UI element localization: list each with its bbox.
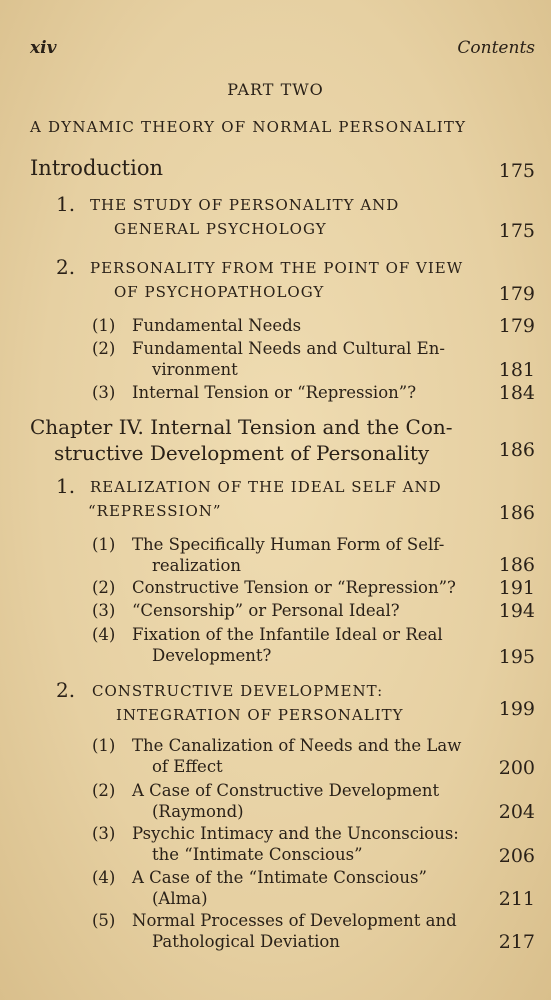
chapter-title-line2: structive Development of Personality	[54, 441, 430, 465]
item-number: (3)	[92, 601, 116, 620]
part-label: PART TWO	[227, 80, 324, 99]
item-title-line2: (Raymond)	[152, 802, 244, 821]
item-title: Internal Tension or “Repression”?	[132, 383, 417, 402]
toc-item	[30, 382, 535, 404]
toc-item	[30, 338, 535, 381]
item-number: (3)	[92, 824, 116, 843]
toc-item	[30, 867, 535, 910]
entry-page: 184	[498, 382, 535, 404]
section-number: 2.	[56, 255, 76, 279]
entry-page: 179	[498, 315, 535, 337]
toc-item	[30, 534, 535, 576]
entry-page: 195	[498, 646, 535, 668]
item-number: (4)	[92, 868, 116, 887]
toc-chapter-iv	[30, 414, 535, 470]
item-title-line2: vironment	[152, 360, 238, 379]
item-title-line2: (Alma)	[152, 889, 208, 908]
item-title: Fundamental Needs	[132, 316, 302, 335]
entry-page: 179	[498, 283, 535, 305]
page-label: xiv	[30, 38, 57, 58]
toc-section-1	[30, 192, 535, 242]
item-title-line1: Psychic Intimacy and the Unconscious:	[132, 824, 459, 843]
entry-title: Introduction	[30, 156, 163, 180]
toc-item	[30, 577, 535, 599]
toc-chapter-section-1	[30, 474, 535, 524]
toc-section-2	[30, 255, 535, 305]
item-title-line2: Development?	[152, 646, 272, 665]
section-title-line2: “REPRESSION”	[88, 502, 222, 520]
toc-item	[30, 600, 535, 622]
item-number: (2)	[92, 578, 116, 597]
toc-item	[30, 315, 535, 337]
entry-page: 181	[498, 359, 535, 381]
section-title-line2: INTEGRATION OF PERSONALITY	[116, 706, 404, 724]
chapter-title-line1: Chapter IV. Internal Tension and the Con-	[30, 415, 453, 439]
entry-page: 191	[498, 577, 535, 599]
item-title-line1: A Case of the “Intimate Conscious”	[132, 868, 427, 887]
item-title-line1: Fixation of the Infantile Ideal or Real	[132, 625, 443, 644]
item-title: “Censorship” or Personal Ideal?	[132, 601, 400, 620]
toc-item	[30, 780, 535, 823]
section-title-line1: REALIZATION OF THE IDEAL SELF AND	[90, 478, 442, 496]
item-title-line2: Pathological Deviation	[152, 932, 340, 951]
item-title-line1: Fundamental Needs and Cultural En-	[132, 339, 445, 358]
toc-item	[30, 910, 535, 953]
item-number: (5)	[92, 911, 116, 930]
entry-page: 200	[498, 757, 535, 779]
toc-item	[30, 823, 535, 867]
section-title-line1: PERSONALITY FROM THE POINT OF VIEW	[90, 259, 464, 277]
running-header	[30, 38, 535, 62]
entry-page: 175	[498, 160, 535, 182]
item-number: (3)	[92, 383, 116, 402]
entry-page: 211	[498, 888, 535, 910]
item-number: (4)	[92, 625, 116, 644]
section-number: 1.	[56, 192, 76, 216]
section-number: 1.	[56, 474, 76, 498]
item-title-line2: realization	[152, 556, 242, 575]
toc-item	[30, 624, 535, 668]
entry-page: 186	[498, 554, 535, 576]
item-number: (1)	[92, 736, 116, 755]
item-number: (2)	[92, 781, 116, 800]
section-title-line1: CONSTRUCTIVE DEVELOPMENT:	[92, 682, 384, 700]
section-number: 2.	[56, 678, 76, 702]
toc-chapter-section-2	[30, 678, 535, 724]
section-title-line1: THE STUDY OF PERSONALITY AND	[90, 196, 400, 214]
entry-page: 206	[498, 845, 535, 867]
entry-page: 217	[498, 931, 535, 953]
item-title-line1: Normal Processes of Development and	[132, 911, 457, 930]
section-title-line2: GENERAL PSYCHOLOGY	[114, 220, 327, 238]
item-number: (1)	[92, 316, 116, 335]
entry-page: 175	[498, 220, 535, 242]
item-title-line1: A Case of Constructive Development	[132, 781, 440, 800]
toc-item	[30, 735, 535, 779]
entry-page: 194	[498, 600, 535, 622]
part-title: A DYNAMIC THEORY OF NORMAL PERSONALITY	[30, 118, 467, 136]
item-title-line2: of Effect	[152, 757, 223, 776]
item-title-line1: The Specifically Human Form of Self-	[132, 535, 445, 554]
entry-page: 204	[498, 801, 535, 823]
item-number: (1)	[92, 535, 116, 554]
item-number: (2)	[92, 339, 116, 358]
entry-page: 199	[498, 698, 535, 720]
item-title: Constructive Tension or “Repression”?	[132, 578, 456, 597]
toc-entry-introduction	[30, 154, 535, 182]
section-title-line2: OF PSYCHOPATHOLOGY	[114, 283, 325, 301]
entry-page: 186	[498, 502, 535, 524]
item-title-line2: the “Intimate Conscious”	[152, 845, 363, 864]
item-title-line1: The Canalization of Needs and the Law	[132, 736, 462, 755]
entry-page: 186	[498, 439, 535, 461]
running-title: Contents	[457, 38, 535, 58]
